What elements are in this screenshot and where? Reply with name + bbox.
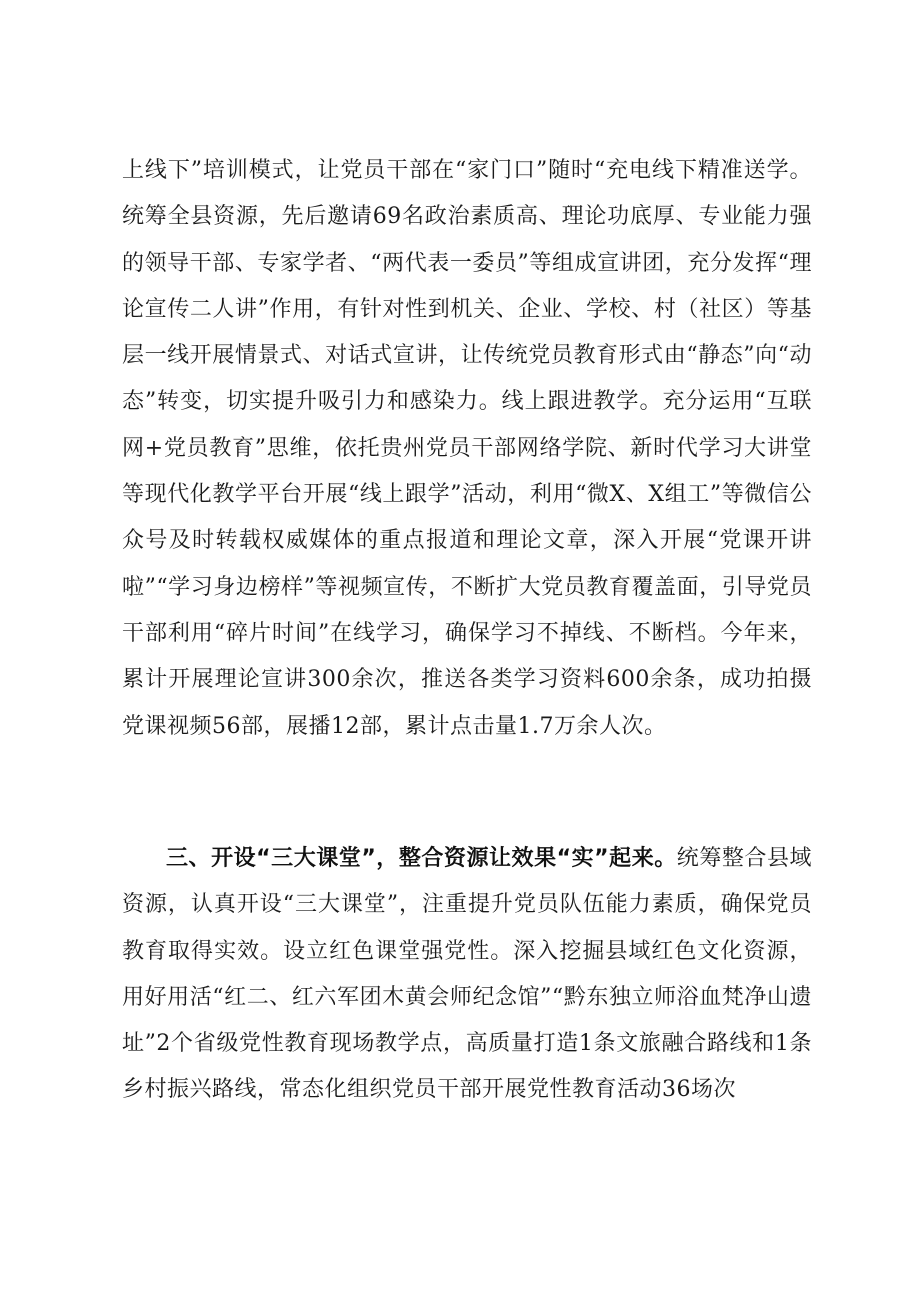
- body-paragraph-2: [122, 836, 812, 1114]
- body-paragraph-1: [122, 148, 812, 750]
- paragraph-1-text: 上线下”培训模式，让党员干部在“家门口”随时“充电线下精准送学。统筹全县资源，先后邀请69名政治素质高、理论功底厚、专业能力强的领导干部、专家学者、“两代表一委员”等组成宣讲团，充分发挥“理论宣传二人讲”作用，有针对性到机关、企业、学校、村（社区）等基层一线开展情景式、对话式宣讲，让传统党员教育形式由“静态”向“动态”转变，切实提升吸引力和感染力。线上跟进教学。充分运用“互联网+党员教育”思维，依托贵州党员干部网络学院、新时代学习大讲堂等现代化教学平台开展“线上跟学”活动，利用“微X、X组工”等微信公众号及时转载权威媒体的重点报道和理论文章，深入开展“党课开讲啦”“学习身边榜样”等视频宣传，不断扩大党员教育覆盖面，引导党员干部利用“碎片时间”在线学习，确保学习不掉线、不断档。今年来，累计开展理论宣讲300余次，推送各类学习资料600余条，成功拍摄党课视频56部，展播12部，累计点击量1.7万余人次。: [122, 158, 812, 739]
- paragraph-2-text: 统筹整合县域资源，认真开设“三大课堂”，注重提升党员队伍能力素质，确保党员教育取得实效。设立红色课堂强党性。深入挖掘县域红色文化资源，用好用活“红二、红六军团木黄会师纪念馆”“黔东独立师浴血梵净山遗址”2个省级党性教育现场教学点，高质量打造1条文旅融合路线和1条乡村振兴路线，常态化组织党员干部开展党性教育活动36场次: [122, 846, 812, 1103]
- section-heading-three: 三、开设“三大课堂”，整合资源让效果“实”起来。: [166, 846, 677, 871]
